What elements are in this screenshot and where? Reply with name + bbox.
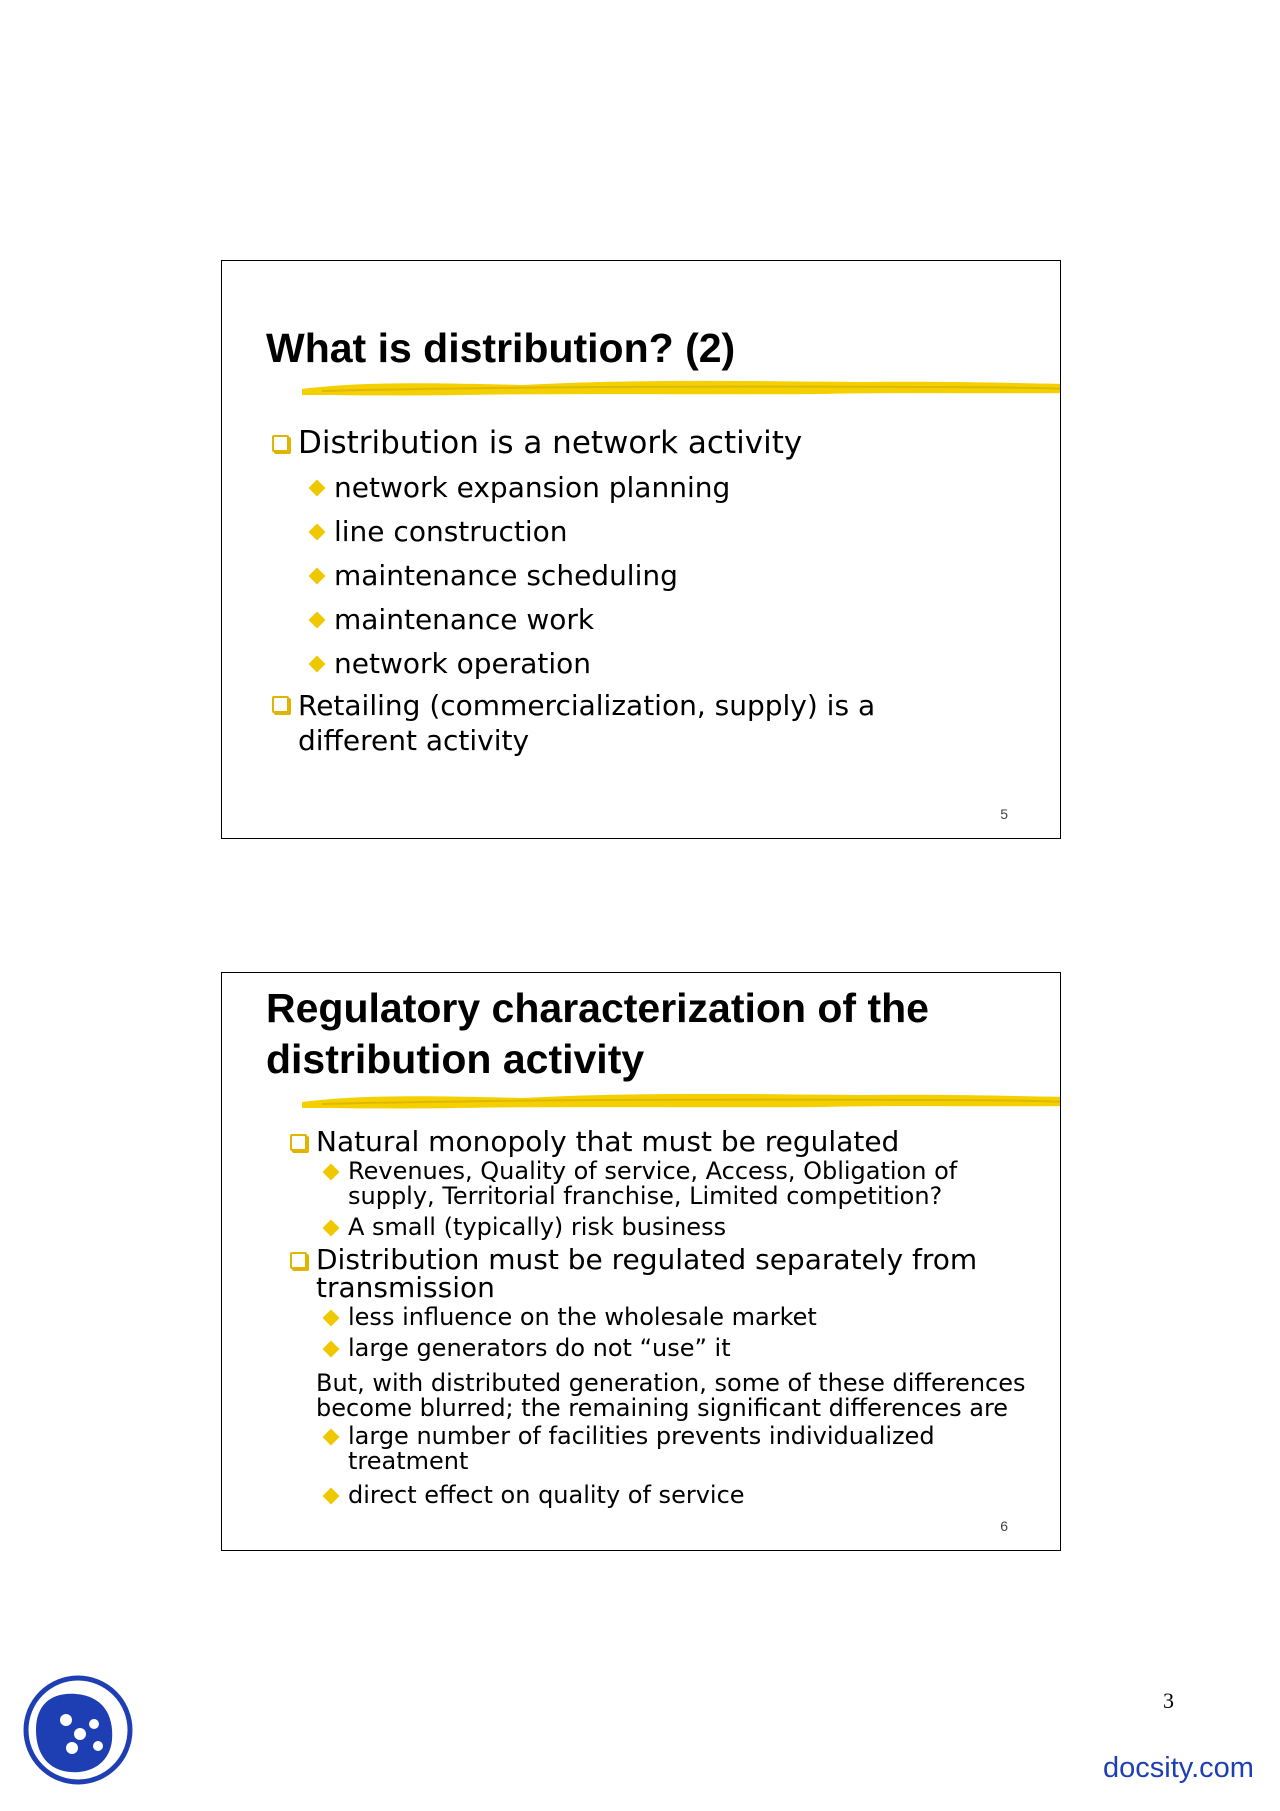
bullet-level2: network expansion planning (306, 466, 1040, 510)
slide-title: Regulatory characterization of the distribution activity (266, 985, 929, 1082)
diamond-bullet-icon (309, 568, 326, 585)
slide-number: 5 (1000, 806, 1008, 822)
diamond-bullet-icon (323, 1310, 340, 1327)
bullet-level2: maintenance work (306, 598, 1040, 642)
docsity-logo-icon[interactable] (18, 1670, 138, 1790)
slide-regulatory-characterization (221, 972, 1061, 1551)
bullet-level2: less influence on the wholesale market (320, 1305, 1040, 1330)
title-underline-stroke (302, 1086, 1061, 1116)
diamond-bullet-icon (323, 1488, 340, 1505)
bullet-level2: network operation (306, 642, 1040, 686)
bullet-list (288, 1125, 1040, 1509)
diamond-bullet-icon (309, 612, 326, 629)
bullet-level1: Natural monopoly that must be regulated (288, 1128, 1040, 1156)
page-number: 3 (1163, 1688, 1174, 1713)
diamond-bullet-icon (309, 480, 326, 497)
bullet-level2: direct effect on quality of service (320, 1483, 1040, 1508)
docsity-brand-link[interactable]: docsity.com (1103, 1752, 1254, 1784)
bullet-level2: maintenance scheduling (306, 554, 1040, 598)
bullet-level2: A small (typically) risk business (320, 1215, 1040, 1240)
square-bullet-icon (290, 1134, 307, 1151)
bullet-level1: Distribution is a network activity (270, 425, 1040, 461)
square-bullet-icon (290, 1252, 307, 1269)
square-bullet-icon (272, 435, 289, 452)
bullet-level2: large generators do not “use” it (320, 1336, 1040, 1361)
bullet-level2: line construction (306, 510, 1040, 554)
title-underline-stroke (302, 373, 1061, 403)
bullet-list (270, 425, 1040, 758)
slide-title: What is distribution? (2) (266, 325, 736, 371)
bullet-level1: Retailing (commercialization, supply) is a different activity (270, 688, 1040, 758)
slide-number: 6 (1000, 1518, 1008, 1534)
diamond-bullet-icon (309, 524, 326, 541)
square-bullet-icon (272, 696, 289, 713)
bullet-level2: large number of facilities prevents individualized treatment (320, 1424, 1040, 1474)
note-paragraph: But, with distributed generation, some of these differences become blurred; the remaining significant differences are (316, 1369, 1026, 1422)
diamond-bullet-icon (323, 1341, 340, 1358)
slide-what-is-distribution (221, 260, 1061, 839)
bullet-level1: Distribution must be regulated separately from transmission (288, 1246, 1040, 1302)
bullet-level2: Revenues, Quality of service, Access, Obligation of supply, Territorial franchise, Limited competition? (320, 1159, 1040, 1209)
diamond-bullet-icon (323, 1429, 340, 1446)
diamond-bullet-icon (309, 656, 326, 673)
diamond-bullet-icon (323, 1220, 340, 1237)
diamond-bullet-icon (323, 1164, 340, 1181)
